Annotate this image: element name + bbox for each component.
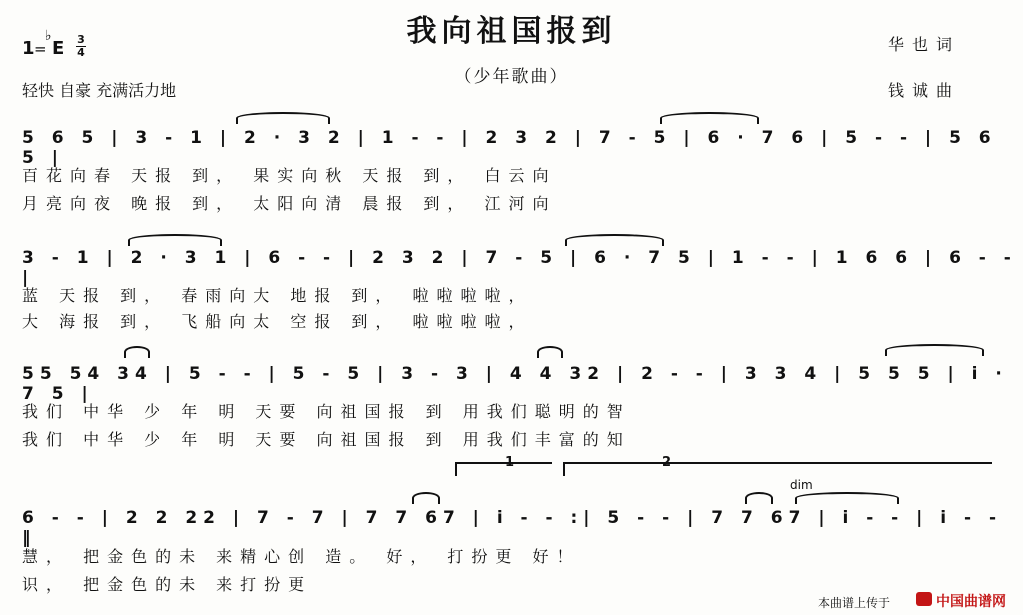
composer-credit: 钱诚曲	[888, 81, 961, 100]
slur	[124, 346, 150, 358]
key-accidental: ♭	[45, 28, 52, 44]
tempo-marking: 轻快 自豪 充满活力地	[22, 81, 177, 100]
slur	[795, 492, 899, 504]
lyrics-row-2-verse-2: 大 海报 到， 飞船向太 空报 到， 啦啦啦啦，	[22, 312, 533, 331]
slur	[660, 112, 759, 124]
notation-row-2: 3 - 1 | 2 · 3 1 | 6 - - | 2 3 2 | 7 - 5 | 6 · 7 5 | 1 - - | 1 6 6 | 6 - - |	[22, 248, 1017, 288]
lyrics-row-3-verse-1: 我们 中华 少 年 明 天要 向祖国报 到 用我们聪明的智	[22, 402, 631, 421]
slur	[565, 234, 664, 246]
slur	[236, 112, 330, 124]
notation-row-1: 5 6 5 | 3 - 1 | 2 · 3 2 | 1 - - | 2 3 2 | 7 - 5 | 6 · 7 6 | 5 - - | 5 6 5 |	[22, 128, 997, 168]
volta-2-label: 2	[662, 455, 672, 470]
time-bottom: 4	[77, 46, 85, 59]
site-logo-icon	[916, 592, 932, 606]
lyrics-row-4-verse-2: 识， 把金色的未 来打扮更	[22, 575, 313, 594]
key-note: E	[52, 38, 65, 59]
time-top: 3	[77, 33, 85, 46]
volta-2-bracket	[563, 462, 992, 476]
page-title: 我向祖国报到	[406, 14, 617, 49]
key-prefix: 1	[22, 38, 35, 59]
slur	[128, 234, 222, 246]
volta-1-label: 1	[505, 455, 515, 470]
slur	[745, 492, 773, 504]
slur	[885, 344, 984, 356]
lyrics-row-2-verse-1: 蓝 天报 到， 春雨向大 地报 到， 啦啦啦啦，	[22, 286, 533, 305]
lyrics-row-3-verse-2: 我们 中华 少 年 明 天要 向祖国报 到 用我们丰富的知	[22, 430, 631, 449]
site-logo[interactable]: 中国曲谱网	[936, 594, 1006, 610]
time-signature	[76, 34, 86, 59]
notation-row-3: 55 54 34 | 5 - - | 5 - 5 | 3 - 3 | 4 4 32 | 2 - - | 3 3 4 | 5 5 5 | i · 7 5 |	[22, 364, 1008, 404]
lyricist-credit: 华也词	[888, 35, 961, 54]
dynamic-marking: dim	[790, 478, 813, 492]
footer-note: 本曲谱上传于	[818, 596, 891, 610]
notation-row-4: 6 - - | 2 2 22 | 7 - 7 | 7 7 67 | i - - :| 5 - - | 7 7 67 | i - - | i - - ‖	[22, 508, 1003, 548]
lyrics-row-4-verse-1: 慧， 把金色的未 来精心创 造。 好， 打扮更 好！	[22, 547, 581, 566]
subtitle: （少年歌曲）	[454, 67, 569, 87]
volta-1-bracket	[455, 462, 552, 476]
slur	[412, 492, 440, 504]
lyrics-row-1-verse-1: 百花向春 天报 到， 果实向秋 天报 到， 白云向	[22, 166, 557, 185]
lyrics-row-1-verse-2: 月亮向夜 晚报 到， 太阳向清 晨报 到， 江河向	[22, 194, 557, 213]
key-equals: =	[34, 40, 47, 58]
slur	[537, 346, 563, 358]
